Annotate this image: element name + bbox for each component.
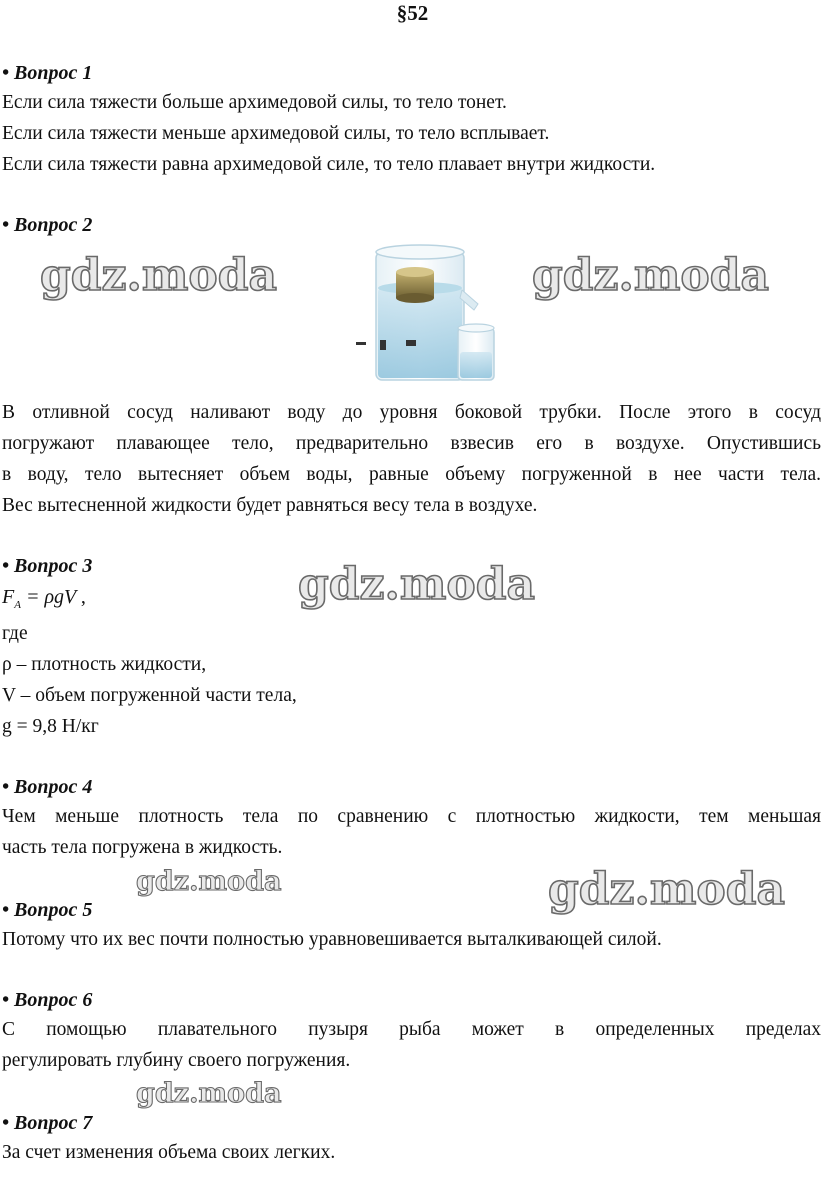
formula-lhs-subscript: A [14,599,21,611]
formula-tail: , [80,586,86,608]
question-4-heading: • Вопрос 4 [2,776,93,798]
question-3-line-3: V – объем погруженной части тела, [2,685,297,706]
overflow-vessel-icon [350,240,500,390]
section-title: §52 [396,1,429,25]
question-7-heading: • Вопрос 7 [2,1112,93,1134]
question-3-heading: • Вопрос 3 [2,555,93,577]
question-6-paragraph [2,1014,821,1076]
question-7-line-1: За счет изменения объема своих легких. [2,1142,336,1163]
question-2-line-3: в воду, тело вытесняет объем воды, равные объему погруженной в нее части тела. [2,464,821,485]
watermark: gdz.moda [40,250,278,301]
question-3-line-2: ρ – плотность жидкости, [2,654,207,675]
question-2-line-1: В отливной сосуд наливают воду до уровня боковой трубки. После этого в сосуд [2,402,821,423]
question-5-line-1: Потому что их вес почти полностью уравновешивается выталкивающей силой. [2,929,662,950]
watermark: gdz.moda [136,866,282,897]
question-3-line-1: где [2,623,28,644]
question-2-line-4: Вес вытесненной жидкости будет равняться весу тела в воздухе. [2,495,538,516]
question-4-line-2: часть тела погружена в жидкость. [2,837,283,858]
archimedes-formula [2,582,86,621]
question-3-line-4: g = 9,8 Н/кг [2,716,99,737]
question-6-line-1: С помощью плавательного пузыря рыба может в определенных пределах [2,1019,821,1040]
question-2-paragraph [2,397,821,521]
question-4-paragraph [2,801,821,863]
question-4-line-1: Чем меньше плотность тела по сравнению с плотностью жидкости, тем меньшая [2,806,821,827]
overflow-vessel-illustration [350,240,500,390]
question-5-heading: • Вопрос 5 [2,899,93,921]
watermark: gdz.moda [548,864,786,915]
question-6-line-2: регулировать глубину своего погружения. [2,1050,351,1071]
question-1-line-3: Если сила тяжести равна архимедовой силе, то тело плавает внутри жидкости. [2,154,656,175]
question-1-line-2: Если сила тяжести меньше архимедовой силы, то тело всплывает. [2,123,550,144]
formula-lhs: F [2,586,15,608]
watermark: gdz.moda [136,1078,282,1109]
question-2-line-2: погружают плавающее тело, предварительно взвесив его в воздухе. Опустившись [2,433,821,454]
question-2-heading: • Вопрос 2 [2,214,93,236]
watermark: gdz.moda [532,250,770,301]
watermark: gdz.moda [298,559,536,610]
question-1-heading: • Вопрос 1 [2,62,93,84]
formula-rhs: = ρgV [25,586,76,608]
question-1-line-1: Если сила тяжести больше архимедовой силы, то тело тонет. [2,92,507,113]
question-6-heading: • Вопрос 6 [2,989,93,1011]
